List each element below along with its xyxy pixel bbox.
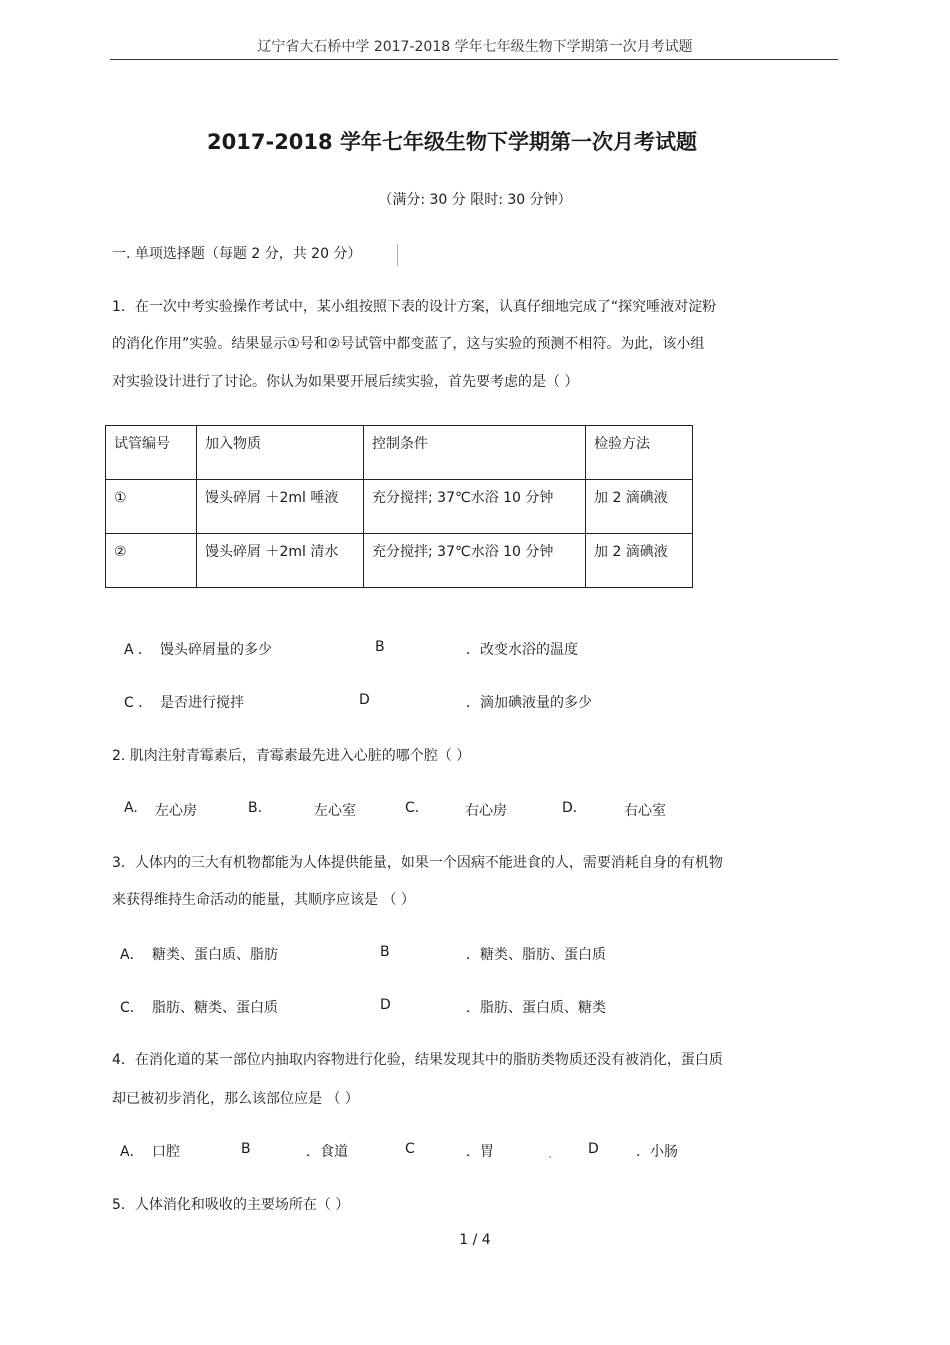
q1-line-1: 1．在一次中考实验操作考试中，某小组按照下表的设计方案，认真仔细地完成了“探究唾液对淀粉 <box>112 299 717 315</box>
q4-option-a-letter: A． <box>120 1144 144 1160</box>
q3-option-a-text: 糖类、蛋白质、脂肪 <box>152 947 278 963</box>
q4-line-2: 却已被初步消化，那么该部位应是 （ ） <box>112 1091 359 1107</box>
table-header-cell: 检验方法 <box>586 426 693 480</box>
table-header-cell: 控制条件 <box>364 426 586 480</box>
q4-option-b-letter: B <box>241 1141 251 1157</box>
table-header-row <box>106 426 693 480</box>
q2-option-d-letter: D. <box>562 800 578 816</box>
page-number: 1 / 4 <box>459 1232 491 1248</box>
q3-option-a-letter: A． <box>120 947 144 963</box>
q1-option-b-text: ．改变水浴的温度 <box>466 642 578 658</box>
q3-option-d-text: ．脂肪、蛋白质、糖类 <box>466 1000 606 1016</box>
table-cell: 加 2 滴碘液 <box>586 480 693 534</box>
q4-option-d-text: ．小肠 <box>636 1144 678 1160</box>
q3-line-1: 3．人体内的三大有机物都能为人体提供能量，如果一个因病不能进食的人，需要消耗自身的有机物 <box>112 855 723 871</box>
q1-option-d-text: ．滴加碘液量的多少 <box>466 695 592 711</box>
score-info: （满分: 30 分 限时: 30 分钟） <box>378 192 572 208</box>
q5-text: 5．人体消化和吸收的主要场所在（ ） <box>112 1197 350 1213</box>
table-cell: 充分搅拌; 37℃水浴 10 分钟 <box>364 534 586 588</box>
q3-option-c-text: 脂肪、糖类、蛋白质 <box>152 1000 278 1016</box>
q4-option-c-letter: C <box>405 1141 415 1157</box>
q2-option-d-text: 右心室 <box>624 803 666 819</box>
q1-option-b-letter: B <box>375 639 385 655</box>
q4-option-c-text: ．胃 <box>466 1144 494 1160</box>
q4-line-1: 4．在消化道的某一部位内抽取内容物进行化验，结果发现其中的脂肪类物质还没有被消化，蛋白质 <box>112 1052 723 1068</box>
section-divider <box>397 244 398 266</box>
table-cell: ② <box>106 534 197 588</box>
q1-option-d-letter: D <box>359 692 370 708</box>
table-row <box>106 534 693 588</box>
table-cell: 加 2 滴碘液 <box>586 534 693 588</box>
q1-option-c-text: 是否进行搅拌 <box>160 695 244 711</box>
q4-option-a-text: 口腔 <box>152 1144 180 1160</box>
page-title: 2017-2018 学年七年级生物下学期第一次月考试题 <box>207 130 697 154</box>
table-row <box>106 480 693 534</box>
q3-line-2: 来获得维持生命活动的能量，其顺序应该是 （ ） <box>112 892 415 908</box>
q3-option-c-letter: C． <box>120 1000 144 1016</box>
q2-text: 2. 肌肉注射青霉素后，青霉素最先进入心脏的哪个腔（ ） <box>112 748 471 764</box>
q2-option-c-text: 右心房 <box>465 803 507 819</box>
q3-option-d-letter: D <box>380 997 391 1013</box>
stray-dot-mark: . <box>548 1146 553 1162</box>
q2-option-b-text: 左心室 <box>314 803 356 819</box>
q2-option-b-letter: B. <box>248 800 263 816</box>
q2-option-a-letter: A. <box>124 800 138 816</box>
q1-option-a-text: 馒头碎屑量的多少 <box>160 642 272 658</box>
q1-option-a-letter: A ． <box>124 642 153 658</box>
running-header: 辽宁省大石桥中学 2017-2018 学年七年级生物下学期第一次月考试题 <box>257 39 693 55</box>
experiment-table <box>105 425 693 588</box>
q1-line-2: 的消化作用”实验。结果显示①号和②号试管中都变蓝了，这与实验的预测不相符。为此，该小组 <box>112 336 705 352</box>
q1-line-3: 对实验设计进行了讨论。你认为如果要开展后续实验，首先要考虑的是（ ） <box>112 374 579 390</box>
table-cell: 充分搅拌; 37℃水浴 10 分钟 <box>364 480 586 534</box>
section-heading: 一. 单项选择题（每题 2 分，共 20 分） <box>112 246 362 262</box>
table-cell: 馒头碎屑 ＋2ml 唾液 <box>197 480 364 534</box>
table-header-cell: 试管编号 <box>106 426 197 480</box>
header-rule <box>110 59 838 60</box>
table-cell: 馒头碎屑 ＋2ml 清水 <box>197 534 364 588</box>
q3-option-b-text: ．糖类、脂肪、蛋白质 <box>466 947 606 963</box>
q1-option-c-letter: C ． <box>124 695 153 711</box>
q2-option-a-text: 左心房 <box>155 803 197 819</box>
table-cell: ① <box>106 480 197 534</box>
q4-option-d-letter: D <box>588 1141 599 1157</box>
table-header-cell: 加入物质 <box>197 426 364 480</box>
q2-option-c-letter: C. <box>405 800 420 816</box>
q3-option-b-letter: B <box>380 944 390 960</box>
q4-option-b-text: ．食道 <box>306 1144 348 1160</box>
